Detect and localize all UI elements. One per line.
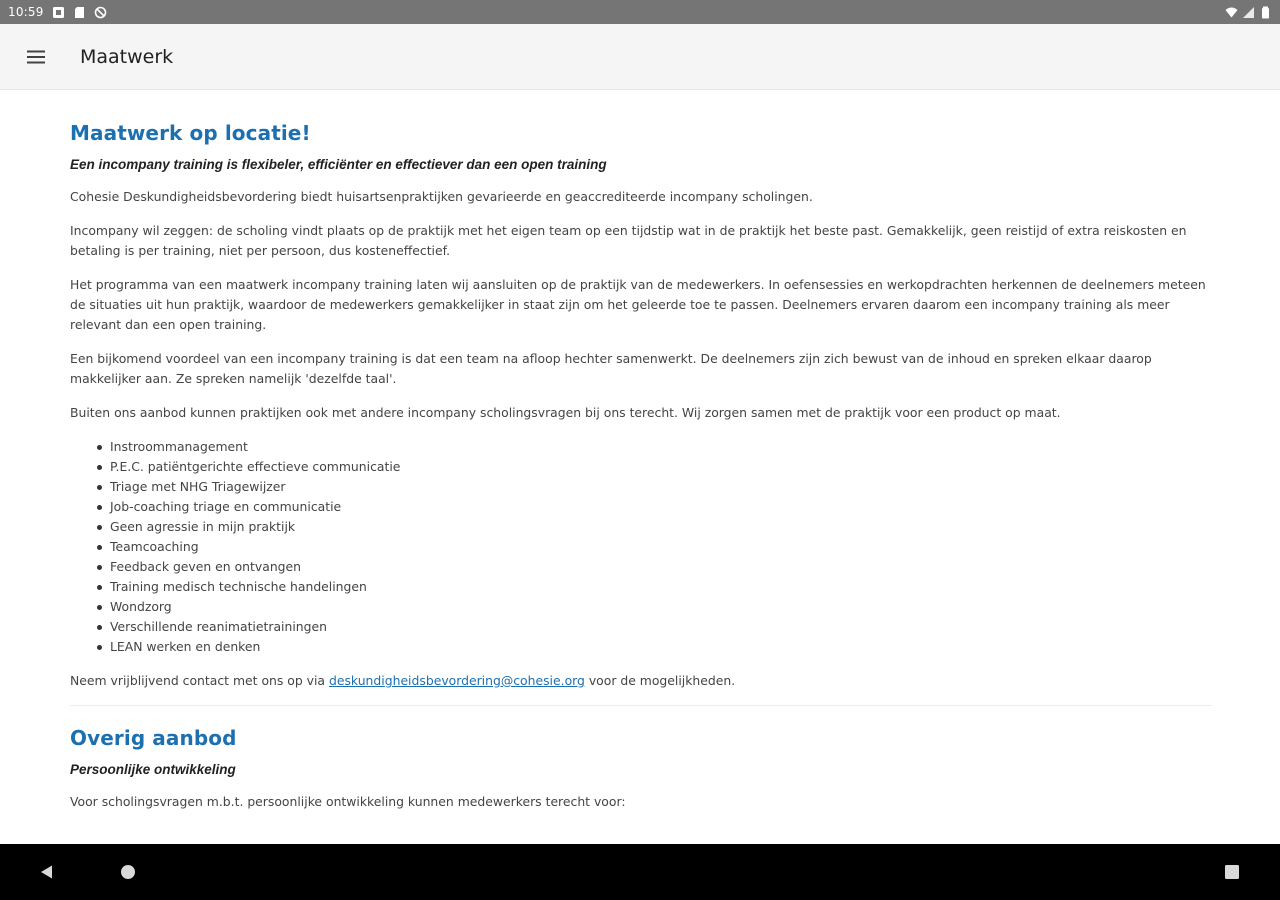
list-item: Triage met NHG Triagewijzer (97, 477, 1212, 497)
section-subtitle: Een incompany training is flexibeler, efficiënter en effectiever dan een open training (70, 157, 607, 172)
no-tracking-icon (94, 6, 107, 19)
app-bar (0, 24, 1280, 90)
hamburger-menu-icon (25, 46, 47, 68)
list-item: Instroommanagement (97, 437, 1212, 457)
list-item: Wondzorg (97, 597, 1212, 617)
back-triangle-icon[interactable] (38, 863, 56, 881)
recents-square-icon[interactable] (1224, 864, 1240, 880)
status-time: 10:59 (8, 5, 44, 19)
signal-icon (1242, 6, 1255, 19)
sd-card-icon (73, 6, 86, 19)
list-item: P.E.C. patiëntgerichte effectieve communicatie (97, 457, 1212, 477)
paragraph: Incompany wil zeggen: de scholing vindt plaats op de praktijk met het eigen team op een tijdstip wat in de praktijk het beste past. Gemakkelijk, geen reistijd of extra reiskosten en betaling is per training, niet per persoon, dus kosteneffectief. (70, 223, 1187, 258)
wifi-icon (1225, 6, 1238, 19)
paragraph: Buiten ons aanbod kunnen praktijken ook met andere incompany scholingsvragen bij ons terecht. Wij zorgen samen met de praktijk voor een product op maat. (70, 405, 1061, 420)
training-list (97, 437, 1212, 657)
contact-paragraph (70, 671, 1212, 691)
contact-prefix: Neem vrijblijvend contact met ons op via (70, 673, 329, 688)
paragraph: Het programma van een maatwerk incompany training laten wij aansluiten op de praktijk van de medewerkers. In oefensessies en werkopdrachten herkennen de deelnemers meteen de situaties uit hun praktijk, waardoor de medewerkers gemakkelijker in staat zijn om het geleerde toe te passen. Deelnemers ervaren daarom een incompany training als meer relevant dan een open training. (70, 277, 1206, 332)
status-bar (0, 0, 1280, 24)
list-item: LEAN werken en denken (97, 637, 1212, 657)
list-item: Verschillende reanimatietrainingen (97, 617, 1212, 637)
list-item: Job-coaching triage en communicatie (97, 497, 1212, 517)
list-item: Feedback geven en ontvangen (97, 557, 1212, 577)
section-title-overig: Overig aanbod (70, 726, 237, 750)
menu-button[interactable] (0, 24, 72, 90)
email-link[interactable]: deskundigheidsbevordering@cohesie.org (328, 673, 585, 688)
app-title: Maatwerk (80, 45, 174, 68)
paragraph: Cohesie Deskundigheidsbevordering biedt huisartsenpraktijken gevarieerde en geaccrediteerde incompany scholingen. (70, 189, 813, 204)
notification-square-icon (52, 6, 65, 19)
status-left (8, 5, 107, 19)
status-right (1225, 6, 1272, 19)
section-divider (70, 705, 1212, 706)
system-nav-bar (0, 844, 1280, 900)
battery-icon (1259, 6, 1272, 19)
list-item: Geen agressie in mijn praktijk (97, 517, 1212, 537)
list-item: Training medisch technische handelingen (97, 577, 1212, 597)
list-item: Teamcoaching (97, 537, 1212, 557)
contact-suffix: voor de mogelijkheden. (584, 673, 736, 688)
article (70, 121, 1212, 826)
home-circle-icon[interactable] (120, 864, 136, 880)
paragraph: Voor scholingsvragen m.b.t. persoonlijke ontwikkeling kunnen medewerkers terecht voor: (70, 794, 626, 809)
section-title-maatwerk: Maatwerk op locatie! (70, 121, 311, 145)
section-subtitle: Persoonlijke ontwikkeling (70, 762, 236, 777)
content-scroll-area[interactable] (0, 91, 1280, 844)
paragraph: Een bijkomend voordeel van een incompany training is dat een team na afloop hechter samenwerkt. De deelnemers zijn zich bewust van de inhoud en spreken elkaar daarop makkelijker aan. Ze spreken namelijk 'dezelfde taal'. (70, 351, 1152, 386)
